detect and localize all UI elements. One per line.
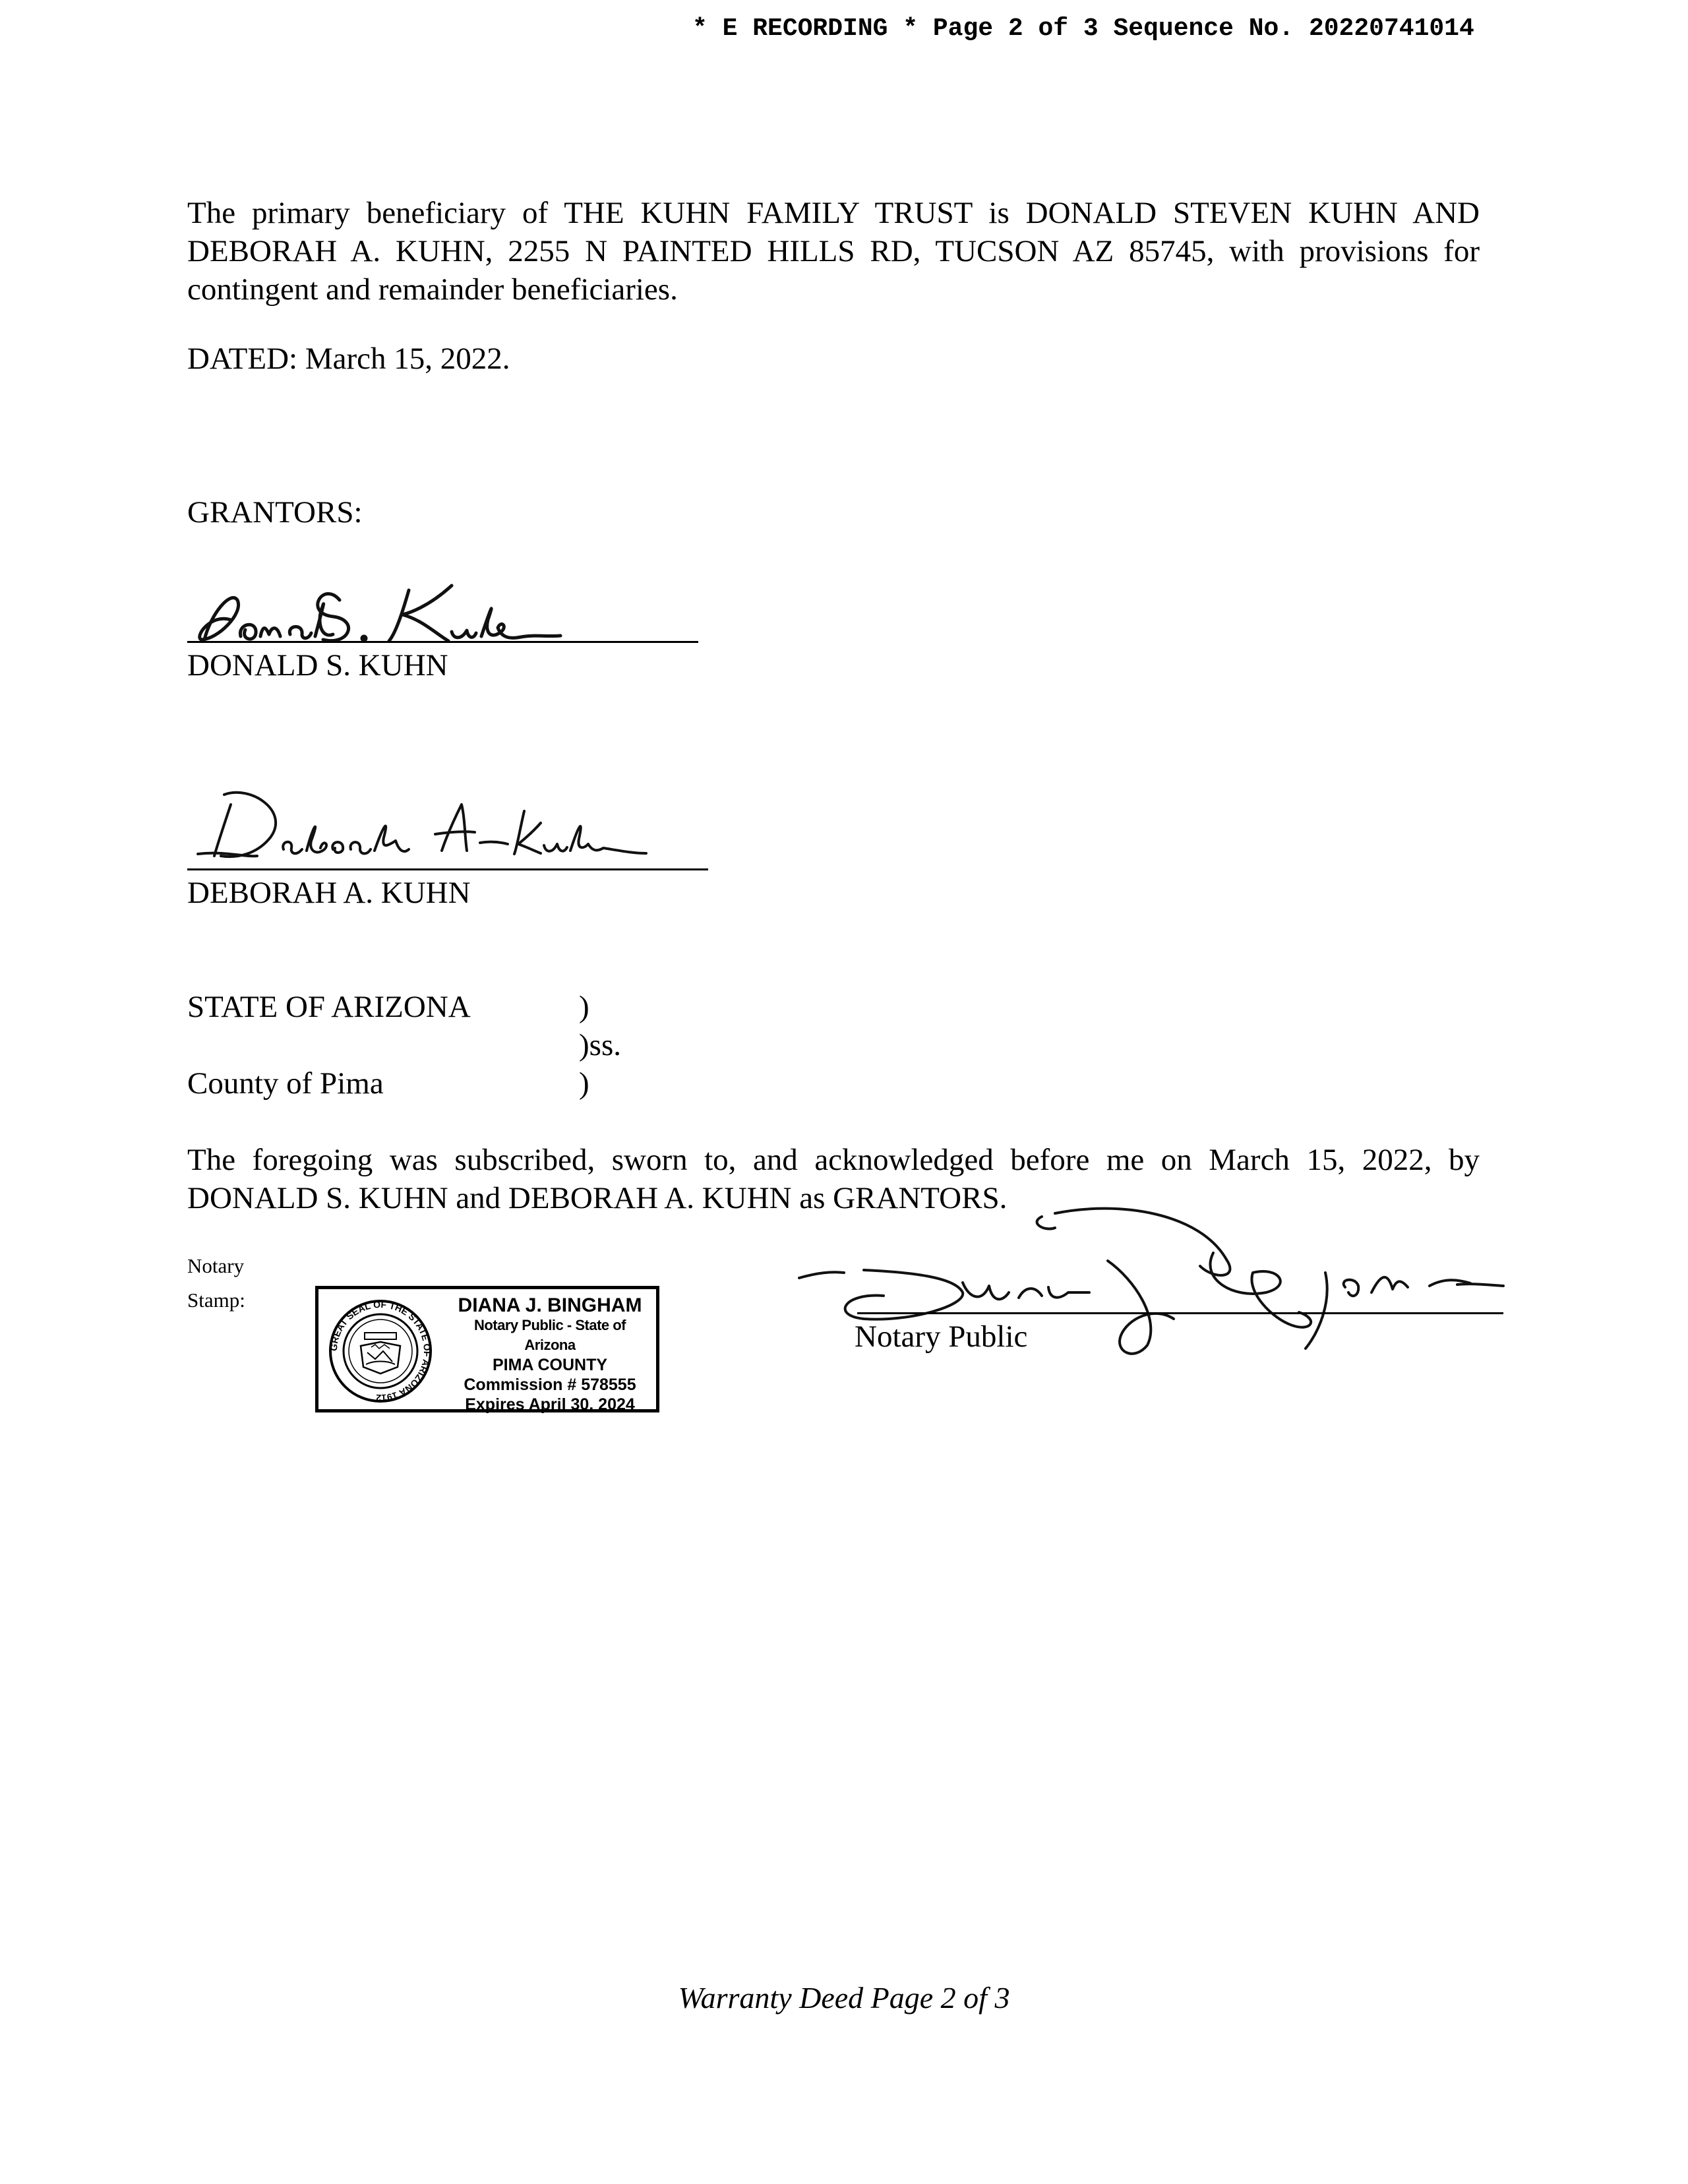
- seal-ring-text: GREAT SEAL OF THE STATE OF ARIZONA 1912: [328, 1298, 433, 1404]
- notary-signature-line: [857, 1312, 1503, 1314]
- venue-county: County of Pima: [187, 1066, 384, 1101]
- venue-paren-close: ): [579, 1066, 589, 1101]
- notary-label-line-1: Notary: [187, 1254, 245, 1277]
- stamp-notary-title: Notary Public - State of Arizona: [473, 1317, 626, 1353]
- venue-ss: )ss.: [579, 1028, 621, 1062]
- grantor2-name: DEBORAH A. KUHN: [187, 876, 471, 910]
- beneficiary-line-1: The primary beneficiary of THE KUHN FAMILY TRUST is DONALD STEVEN KUHN AND: [187, 196, 1480, 230]
- deborah-kuhn-signature: [198, 785, 712, 870]
- grantors-heading: GRANTORS:: [187, 495, 363, 530]
- beneficiary-line-2: DEBORAH A. KUHN, 2255 N PAINTED HILLS RD, TUCSON AZ 85745, with provisions for: [187, 234, 1480, 268]
- grantor2-signature-line: [187, 868, 708, 870]
- acknowledgment-line-1: The foregoing was subscribed, sworn to, and acknowledged before me on March 15, 2022, by: [187, 1143, 1480, 1177]
- notary-label-line-2: Stamp:: [187, 1289, 245, 1312]
- grantor1-name: DONALD S. KUHN: [187, 648, 448, 682]
- stamp-notary-name: DIANA J. BINGHAM: [458, 1294, 642, 1316]
- stamp-county: PIMA COUNTY: [492, 1356, 608, 1374]
- acknowledgment-line-2: DONALD S. KUHN and DEBORAH A. KUHN as GRANTORS.: [187, 1181, 1008, 1215]
- venue-state: STATE OF ARIZONA: [187, 990, 471, 1024]
- dated-line: DATED: March 15, 2022.: [187, 342, 510, 376]
- venue-paren-open: ): [579, 990, 589, 1024]
- beneficiary-paragraph: [187, 194, 1480, 309]
- notary-stamp: [315, 1286, 659, 1412]
- recording-header: * E RECORDING * Page 2 of 3 Sequence No. 20220741014: [692, 15, 1474, 43]
- arizona-seal-icon: [328, 1298, 433, 1404]
- stamp-expires: Expires April 30, 2024: [465, 1395, 635, 1414]
- beneficiary-line-3: contingent and remainder beneficiaries.: [187, 272, 678, 307]
- stamp-commission: Commission # 578555: [464, 1376, 636, 1394]
- grantor1-signature-line: [187, 641, 698, 643]
- notary-public-caption: Notary Public: [855, 1320, 1028, 1354]
- page-footer: Warranty Deed Page 2 of 3: [678, 1981, 1010, 2015]
